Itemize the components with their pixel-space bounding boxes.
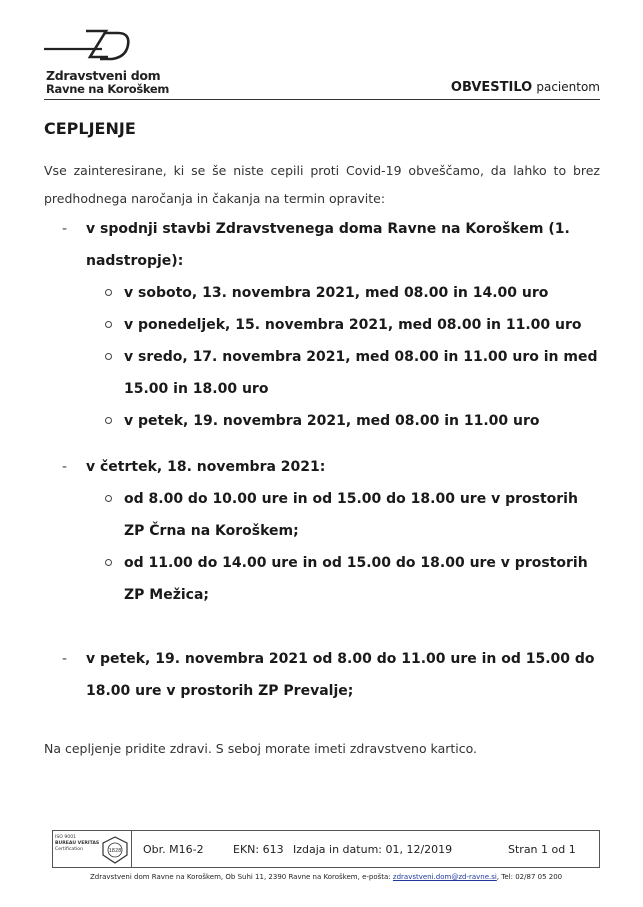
list-item-text: v petek, 19. novembra 2021 od 8.00 do 11.00 ure in od 15.00 do 18.00 ure v prostorih ZP Prevalje; [86,651,595,699]
bureau-veritas-seal-icon [102,836,128,864]
footer-address: Zdravstveni dom Ravne na Koroškem, Ob Suhi 11, 2390 Ravne na Koroškem, e-pošta: zdravstveni.dom@zd-ravne.si, Tel: 02/87 05 200 [90,873,563,881]
closing-note: Na cepljenje pridite zdravi. S seboj morate imeti zdravstveno kartico. [44,741,478,756]
sub-list-item [86,405,600,437]
circle-bullet-icon [105,353,112,360]
circle-bullet-icon [105,559,112,566]
ekn-code: EKN: 613 [233,843,284,856]
notice-label [451,80,600,95]
sub-item-text: v soboto, 13. novembra 2021, med 08.00 in 14.00 uro [124,285,549,301]
circle-bullet-icon [105,417,112,424]
cert-line: ISO 9001 [55,835,77,840]
page-title: CEPLJENJE [44,119,136,138]
sub-item-text: v petek, 19. novembra 2021, med 08.00 in 11.00 uro [124,413,540,429]
email-link[interactable]: zdravstveni.dom@zd-ravne.si [392,873,497,881]
certification-logo [53,831,132,867]
sub-item-text: v sredo, 17. novembra 2021, med 08.00 in 11.00 uro in med 15.00 in 18.00 uro [124,349,598,397]
cert-line: BUREAU VERITAS [55,841,100,846]
header-divider [44,99,600,100]
sub-list-item [86,309,600,341]
form-number: Obr. M16-2 [143,843,204,856]
zd-monogram-icon [44,27,134,67]
sub-list-item [86,483,600,547]
sub-list-item [86,341,600,405]
logo-name-line1: Zdravstveni dom [46,68,161,83]
svg-text:1828: 1828 [108,848,122,854]
notice-bold: OBVESTILO [450,80,533,95]
list-item [44,643,600,707]
dash-bullet: - [62,651,68,667]
sub-list-item [86,547,600,611]
document-footer [52,830,600,868]
notice-rest: pacientom [536,80,600,94]
sub-list [86,483,600,611]
logo-name-line2: Ravne na Koroškem [46,82,170,96]
sub-item-text: od 11.00 do 14.00 ure in od 15.00 do 18.00 ure v prostorih ZP Mežica; [124,555,588,603]
circle-bullet-icon [105,321,112,328]
cert-line: Certification [55,847,84,852]
list-item [44,213,600,437]
dash-bullet: - [62,459,68,475]
list-item-text: v spodnji stavbi Zdravstvenega doma Ravne na Koroškem (1. nadstropje): [86,221,570,269]
sub-list [86,277,600,437]
sub-list-item [86,277,600,309]
certification-text [55,835,99,853]
sub-item-text: od 8.00 do 10.00 ure in od 15.00 do 18.00 ure v prostorih ZP Črna na Koroškem; [124,491,578,539]
zd-logo [44,27,174,97]
dash-bullet: - [62,221,68,237]
schedule-list [44,213,600,707]
circle-bullet-icon [105,495,112,502]
intro-paragraph: Vse zainteresirane, ki se še niste cepili proti Covid-19 obveščamo, da lahko to brez predhodnega naročanja in čakanja na termin opravite: [44,163,600,206]
list-item [44,451,600,611]
list-item-text: v četrtek, 18. novembra 2021: [86,459,326,475]
address-text: Zdravstveni dom Ravne na Koroškem, Ob Suhi 11, 2390 Ravne na Koroškem, e-pošta: [90,873,391,881]
circle-bullet-icon [105,289,112,296]
sub-item-text: v ponedeljek, 15. novembra 2021, med 08.00 in 11.00 uro [124,317,582,333]
issue-date: Izdaja in datum: 01, 12/2019 [293,843,453,856]
phone-text: Tel: 02/87 05 200 [501,873,563,881]
page-number: Stran 1 od 1 [508,843,576,856]
